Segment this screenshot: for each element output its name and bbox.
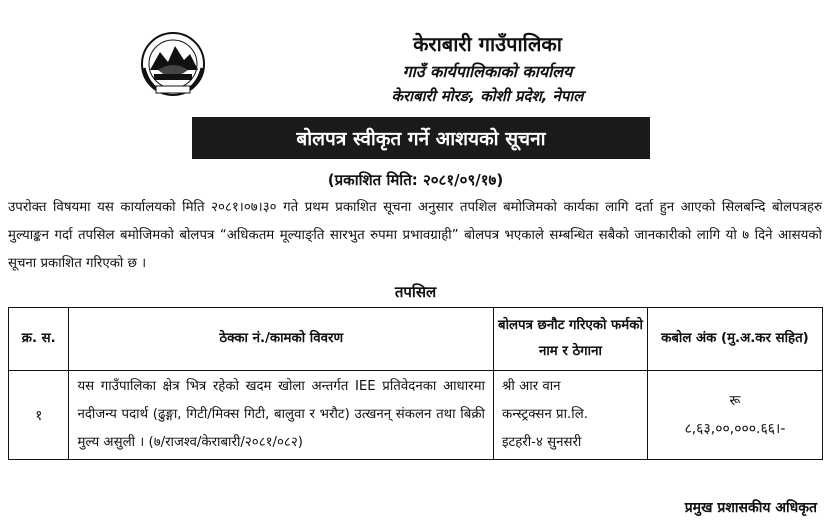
- notice-title-banner: बोलपत्र स्वीकृत गर्ने आशयको सूचना: [192, 117, 650, 159]
- header-description: ठेक्का नं./कामको विवरण: [69, 308, 494, 371]
- row-amount: [647, 371, 822, 460]
- office-address: केराबारी मोरङ, कोशी प्रदेश, नेपाल: [391, 87, 584, 105]
- currency-label: रू: [729, 393, 741, 409]
- notice-body: उपरोक्त विषयमा यस कार्यालयको मिति २०८१।०७।३० गते प्रथम प्रकाशित सूचना अनुसार तपशिल बमोजिमको कार्यका लागि दर्ता हुन आएको सिलबन्दि बोलपत्रहरु मुल्याङ्कन गर्दा तपसिल बमोजिमको बोलपत्र “अधिकतम मूल्याङ्ति सारभुत रुपमा प्रभावग्राही” बोलपत्र भएकाले सम्बन्धित सबैको जानकारीको लागि यो ७ दिने आसयको सूचना प्रकाशित गरिएको छ ।: [8, 200, 822, 271]
- row-description: यस गाउँपालिका क्षेत्र भित्र रहेको खदम खोला अन्तर्गत IEE प्रतिवेदनका आधारमा नदीजन्य पदार्थ (ढुङ्गा, गिटी/मिक्स गिटी, बालुवा र भरौट) उत्खनन् संकलन तथा बिक्री मुल्य असुली । (७/राजश्व/केराबारी/२०८१/०८२): [69, 371, 494, 460]
- row-party: [494, 371, 648, 460]
- bid-table: [8, 307, 823, 460]
- published-date: (प्रकाशित मिति: २०८१/०९/१७): [327, 171, 504, 189]
- party-address: इटहरी-४ सुनसरी: [502, 435, 582, 450]
- party-name: श्री आर वान: [502, 379, 561, 394]
- office-subtitle: गाउँ कार्यपालिकाको कार्यालय: [402, 62, 573, 81]
- section-title: तपसिल: [394, 283, 437, 301]
- header-amount: कबोल अंक (मु.अ.कर सहित): [647, 308, 822, 371]
- office-name: केराबारी गाउँपालिका: [413, 32, 562, 56]
- party-company: कन्स्ट्रक्सन प्रा.लि.: [502, 407, 588, 422]
- header-party: बोलपत्र छनौट गरिएको फर्मको नाम र ठेगाना: [494, 308, 648, 371]
- header-serial: क्र. स.: [9, 308, 69, 371]
- signatory-title: प्रमुख प्रशासकीय अधिकृत: [684, 500, 817, 516]
- table-header-row: [9, 308, 823, 371]
- table-row: [9, 371, 823, 460]
- row-serial: १: [9, 371, 69, 460]
- amount-value: ८,६३,००,०००.६६।-: [684, 421, 786, 437]
